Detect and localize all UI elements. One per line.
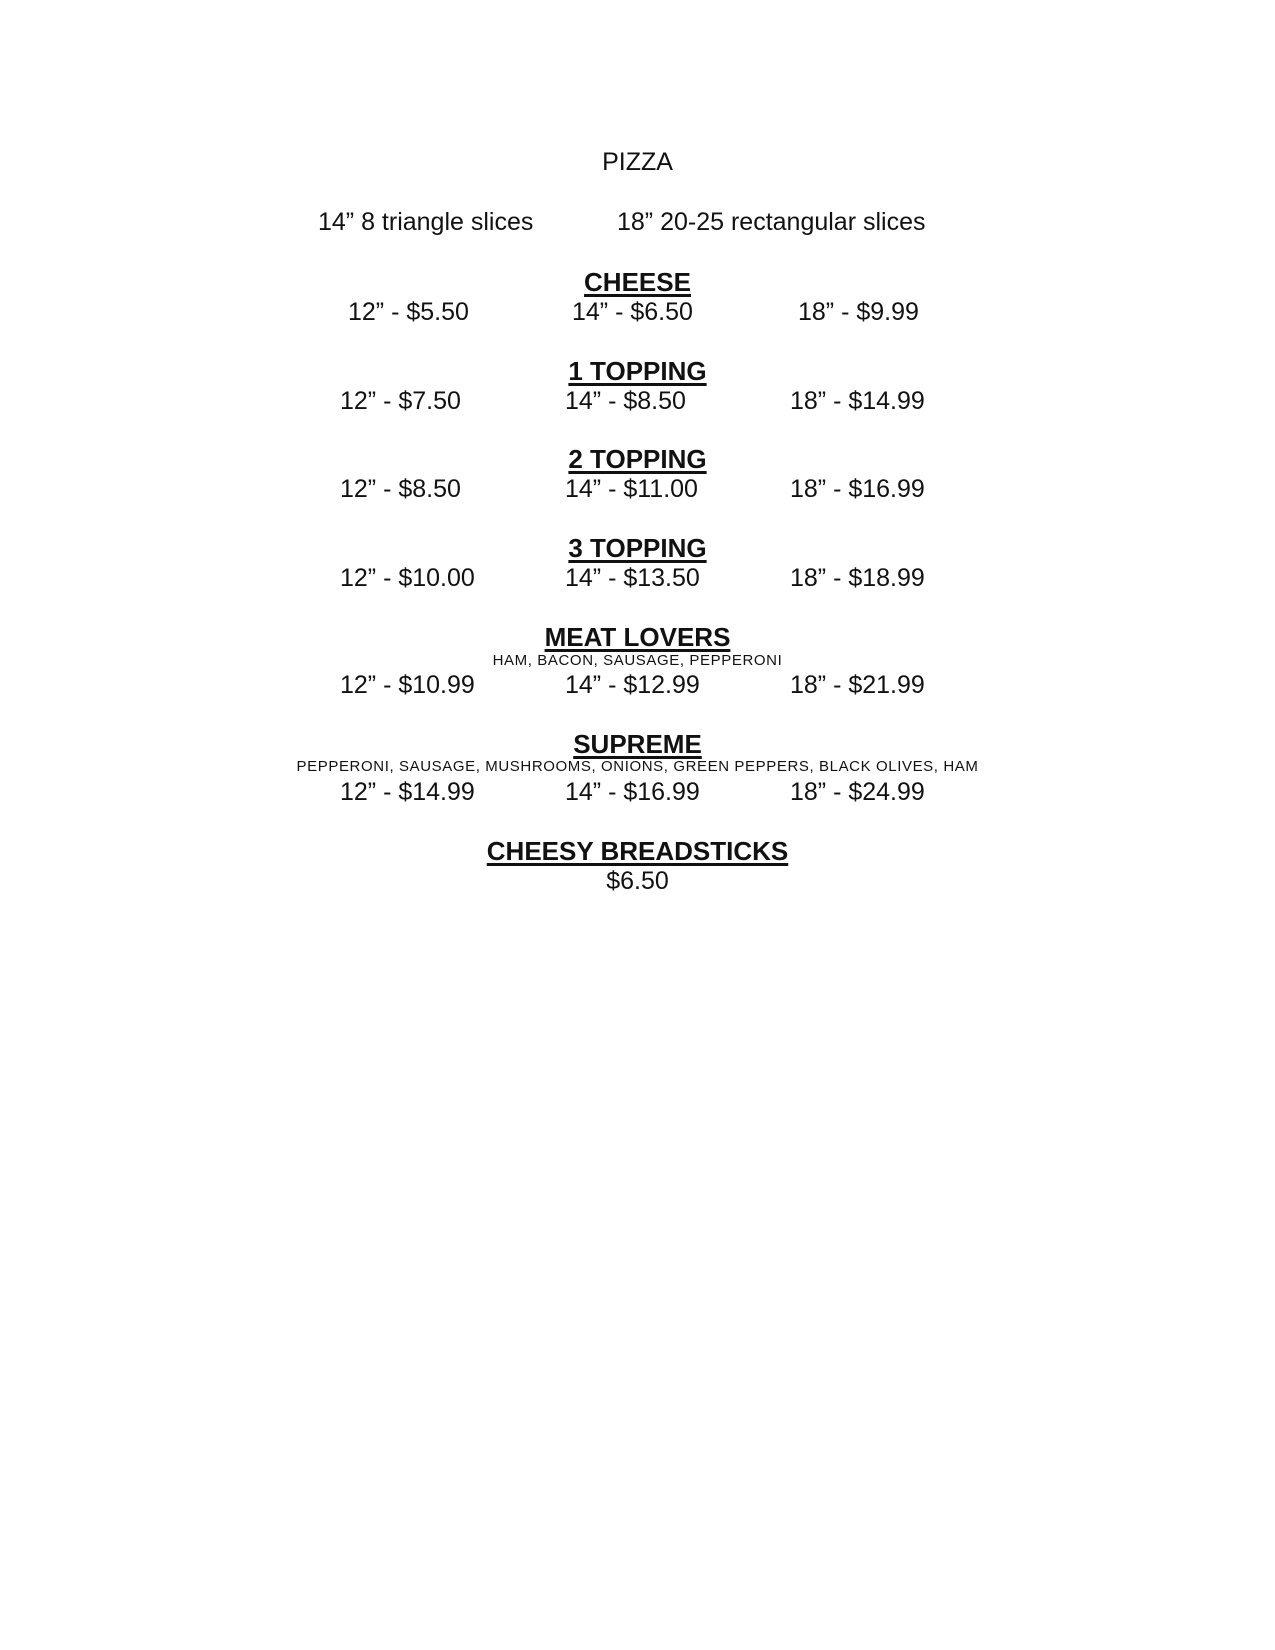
section-heading: 3 TOPPING — [568, 533, 707, 563]
price-12: 12” - $10.00 — [340, 564, 475, 592]
section-heading: MEAT LOVERS — [544, 622, 731, 652]
breadsticks-price: $6.50 — [606, 867, 669, 895]
price-18: 18” - $16.99 — [790, 475, 925, 503]
price-12: 12” - $7.50 — [340, 387, 461, 415]
price-14: 14” - $12.99 — [565, 671, 700, 699]
section-heading: 1 TOPPING — [568, 356, 707, 386]
price-18: 18” - $24.99 — [790, 778, 925, 806]
price-12: 12” - $10.99 — [340, 671, 475, 699]
price-12: 12” - $5.50 — [348, 298, 469, 326]
slice-info-14: 14” 8 triangle slices — [318, 208, 534, 236]
price-18: 18” - $14.99 — [790, 387, 925, 415]
section-heading: CHEESE — [584, 267, 691, 297]
price-14: 14” - $13.50 — [565, 564, 700, 592]
price-14: 14” - $16.99 — [565, 778, 700, 806]
price-18: 18” - $21.99 — [790, 671, 925, 699]
price-14: 14” - $11.00 — [565, 475, 698, 503]
ingredients-list: HAM, BACON, SAUSAGE, PEPPERONI — [492, 652, 783, 669]
price-18: 18” - $9.99 — [798, 298, 919, 326]
price-14: 14” - $8.50 — [565, 387, 686, 415]
price-18: 18” - $18.99 — [790, 564, 925, 592]
slice-info-18: 18” 20-25 rectangular slices — [617, 208, 926, 236]
price-12: 12” - $8.50 — [340, 475, 461, 503]
price-14: 14” - $6.50 — [572, 298, 693, 326]
section-heading: CHEESY BREADSTICKS — [486, 836, 789, 866]
section-heading: SUPREME — [573, 729, 702, 759]
ingredients-list: PEPPERONI, SAUSAGE, MUSHROOMS, ONIONS, GREEN PEPPERS, BLACK OLIVES, HAM — [296, 758, 979, 775]
section-heading: 2 TOPPING — [568, 444, 707, 474]
price-12: 12” - $14.99 — [340, 778, 475, 806]
menu-title: PIZZA — [602, 148, 673, 176]
